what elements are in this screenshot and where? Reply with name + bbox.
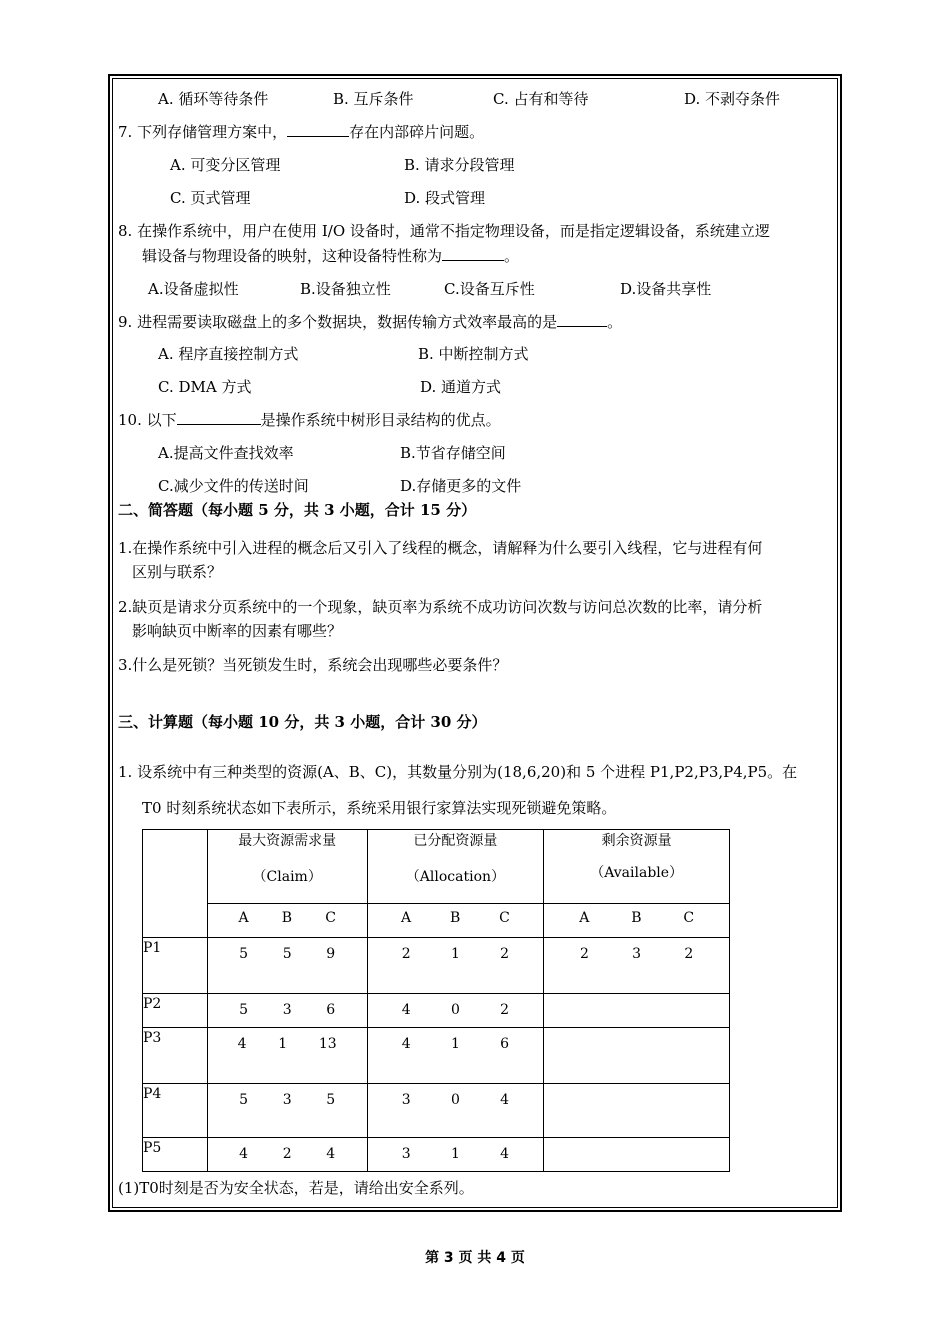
- q9-option-c: C. DMA 方式: [158, 378, 252, 396]
- value: 1: [450, 1036, 460, 1052]
- abc-b: B: [449, 910, 461, 926]
- claim-cell: [207, 994, 367, 1028]
- value: 4: [237, 1036, 247, 1052]
- q9-option-d: D. 通道方式: [420, 378, 502, 396]
- section2-title: 二、简答题（每小题 5 分，共 3 小题，合计 15 分）: [118, 501, 477, 519]
- q8-text-post: 。: [504, 247, 520, 265]
- table-header-row: [143, 830, 730, 904]
- value: 3: [401, 1092, 411, 1108]
- table-row: [143, 938, 730, 994]
- value: 1: [450, 1146, 460, 1162]
- avail-cell: [544, 1028, 730, 1084]
- value: 5: [239, 1002, 249, 1018]
- avail-cell: [544, 938, 730, 994]
- value: 1: [450, 946, 460, 962]
- value: 5: [239, 1092, 249, 1108]
- value: 0: [450, 1092, 460, 1108]
- avail-cell: [544, 1138, 730, 1172]
- abc-b: B: [281, 910, 293, 926]
- claim-cell: [207, 938, 367, 994]
- avail-cell: [544, 1084, 730, 1138]
- alloc-header: [367, 830, 544, 904]
- abc-a: A: [238, 910, 249, 926]
- value: 4: [326, 1146, 336, 1162]
- process-name: P1: [143, 938, 208, 994]
- q7-option-a: A. 可变分区管理: [170, 156, 281, 174]
- q10-option-c: C.减少文件的传送时间: [158, 477, 309, 495]
- q9-text-pre: 9. 进程需要读取磁盘上的多个数据块，数据传输方式效率最高的是: [118, 313, 558, 331]
- q6-option-a: A. 循环等待条件: [158, 90, 269, 108]
- q7-option-d: D. 段式管理: [404, 189, 486, 207]
- q8-option-d: D.设备共享性: [620, 280, 712, 298]
- s2-q1-line2: 区别与联系？: [132, 563, 223, 581]
- value: 2: [684, 946, 694, 962]
- q10-option-a: A.提高文件查找效率: [158, 444, 294, 462]
- avail-subtitle: （Available）: [590, 865, 684, 881]
- process-name: P3: [143, 1028, 208, 1084]
- alloc-cell: [367, 938, 544, 994]
- value: 5: [239, 946, 249, 962]
- q10-text-post: 是操作系统中树形目录结构的优点。: [260, 411, 501, 429]
- banker-table: [142, 829, 730, 1172]
- avail-abc: [544, 904, 730, 938]
- table-row: [143, 1028, 730, 1084]
- alloc-cell: [367, 1084, 544, 1138]
- corner-cell: [143, 830, 208, 938]
- value: 3: [632, 946, 642, 962]
- avail-header: [544, 830, 730, 904]
- q7-option-b: B. 请求分段管理: [404, 156, 515, 174]
- q10-option-b: B.节省存储空间: [400, 444, 506, 462]
- q7-blank: [287, 122, 349, 137]
- value: 4: [239, 1146, 249, 1162]
- claim-cell: [207, 1138, 367, 1172]
- value: 3: [282, 1002, 292, 1018]
- q8-option-b: B.设备独立性: [300, 280, 391, 298]
- claim-abc: [207, 904, 367, 938]
- value: 13: [318, 1036, 337, 1052]
- claim-header: [207, 830, 367, 904]
- q8-question-line1: 8. 在操作系统中，用户在使用 I/O 设备时，通常不指定物理设备，而是指定逻辑设备，系统建立逻: [118, 222, 770, 240]
- s3-q1-sub1: (1)T0时刻是否为安全状态，若是，请给出安全系列。: [118, 1179, 474, 1197]
- table-row: [143, 1138, 730, 1172]
- value: 9: [326, 946, 336, 962]
- q9-text-post: 。: [607, 313, 623, 331]
- q6-option-d: D. 不剥夺条件: [684, 90, 781, 108]
- q6-option-b: B. 互斥条件: [333, 90, 414, 108]
- s2-q1-line1: 1.在操作系统中引入进程的概念后又引入了线程的概念，请解释为什么要引入线程，它与进程有何: [118, 539, 763, 557]
- s2-q2-line2: 影响缺页中断率的因素有哪些？: [132, 622, 343, 640]
- alloc-cell: [367, 994, 544, 1028]
- abc-b: B: [631, 910, 642, 926]
- value: 2: [579, 946, 589, 962]
- value: 4: [500, 1146, 510, 1162]
- value: 2: [500, 1002, 510, 1018]
- q10-blank: [177, 410, 261, 425]
- q8-blank: [442, 246, 504, 261]
- s3-q1-line2: T0 时刻系统状态如下表所示，系统采用银行家算法实现死锁避免策略。: [142, 799, 617, 817]
- alloc-cell: [367, 1138, 544, 1172]
- avail-title: 剩余资源量: [601, 833, 672, 849]
- q8-option-c: C.设备互斥性: [444, 280, 535, 298]
- abc-c: C: [499, 910, 510, 926]
- s2-q3: 3.什么是死锁？当死锁发生时，系统会出现哪些必要条件？: [118, 656, 508, 674]
- process-name: P4: [143, 1084, 208, 1138]
- value: 2: [282, 1146, 292, 1162]
- q6-option-c: C. 占有和等待: [493, 90, 589, 108]
- q7-text-post: 存在内部碎片问题。: [349, 123, 485, 141]
- q8-option-a: A.设备虚拟性: [148, 280, 239, 298]
- value: 2: [401, 946, 411, 962]
- q7-question: [118, 122, 484, 142]
- s2-q2-line1: 2.缺页是请求分页系统中的一个现象，缺页率为系统不成功访问次数与访问总次数的比率，请分析: [118, 598, 763, 616]
- abc-a: A: [400, 910, 412, 926]
- value: 3: [282, 1092, 292, 1108]
- value: 0: [450, 1002, 460, 1018]
- value: 5: [282, 946, 292, 962]
- table-row: [143, 1084, 730, 1138]
- value: 4: [401, 1036, 411, 1052]
- claim-subtitle: （Claim）: [252, 869, 322, 885]
- claim-cell: [207, 1084, 367, 1138]
- q8-question-line2: [142, 246, 519, 266]
- abc-c: C: [683, 910, 695, 926]
- value: 6: [500, 1036, 510, 1052]
- q7-text-pre: 7. 下列存储管理方案中，: [118, 123, 288, 141]
- avail-cell: [544, 994, 730, 1028]
- value: 2: [500, 946, 510, 962]
- alloc-cell: [367, 1028, 544, 1084]
- q9-question: [118, 312, 622, 332]
- table-row: [143, 994, 730, 1028]
- q9-option-b: B. 中断控制方式: [418, 345, 529, 363]
- q8-text-pre: 辑设备与物理设备的映射，这种设备特性称为: [142, 247, 443, 265]
- alloc-subtitle: （Allocation）: [405, 869, 506, 885]
- claim-cell: [207, 1028, 367, 1084]
- q7-option-c: C. 页式管理: [170, 189, 251, 207]
- value: 5: [326, 1092, 336, 1108]
- abc-c: C: [325, 910, 336, 926]
- value: 6: [326, 1002, 336, 1018]
- q9-blank: [557, 312, 607, 327]
- section3-title: 三、计算题（每小题 10 分，共 3 小题，合计 30 分）: [118, 713, 487, 731]
- alloc-title: 已分配资源量: [413, 833, 498, 849]
- table-abc-row: [143, 904, 730, 938]
- value: 1: [278, 1036, 288, 1052]
- q10-text-pre: 10. 以下: [118, 411, 177, 429]
- page-footer: 第 3 页 共 4 页: [425, 1250, 525, 1266]
- s3-q1-line1: 1. 设系统中有三种类型的资源(A、B、C)，其数量分别为(18,6,20)和 5 个进程 P1,P2,P3,P4,P5。在: [118, 763, 798, 781]
- process-name: P2: [143, 994, 208, 1028]
- value: 3: [401, 1146, 411, 1162]
- claim-title: 最大资源需求量: [238, 833, 337, 849]
- q10-question: [118, 410, 501, 430]
- process-name: P5: [143, 1138, 208, 1172]
- q10-option-d: D.存储更多的文件: [400, 477, 522, 495]
- value: 4: [401, 1002, 411, 1018]
- value: 4: [500, 1092, 510, 1108]
- alloc-abc: [367, 904, 544, 938]
- q9-option-a: A. 程序直接控制方式: [158, 345, 299, 363]
- abc-a: A: [579, 910, 590, 926]
